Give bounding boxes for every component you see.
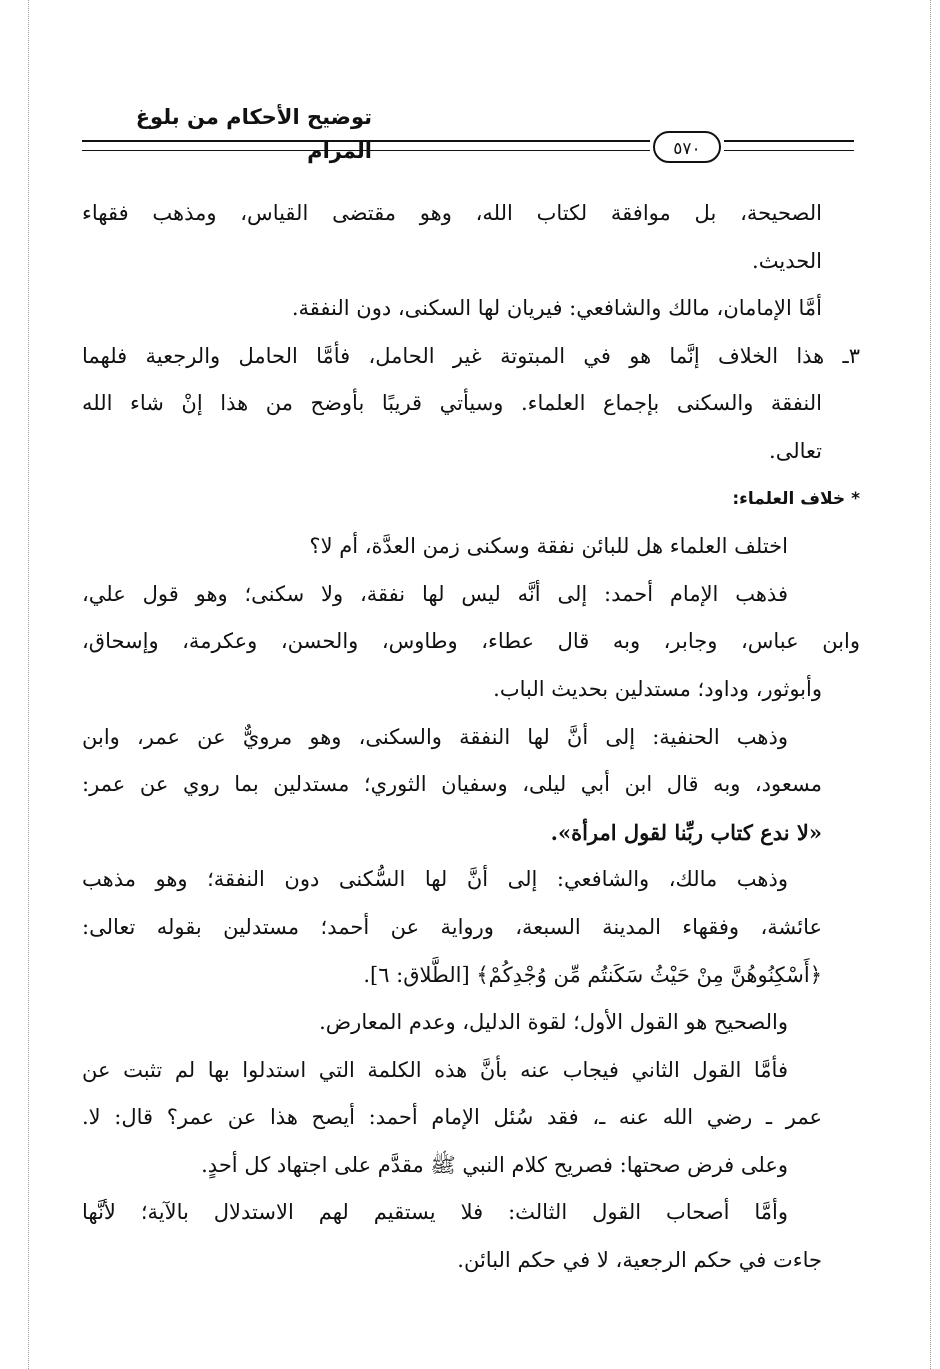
- text-line: وعلى فرض صحتها: فصريح كلام النبي ﷺ مقدَّم على اجتهاد كل أحدٍ.: [201, 1152, 788, 1177]
- text-line: وأمَّا أصحاب القول الثالث: فلا يستقيم لهم الاستدلال بالآية؛ لأنَّها: [82, 1200, 788, 1225]
- text-line: جاءت في حكم الرجعية، لا في حكم البائن.: [457, 1248, 822, 1273]
- header-rule-left-thin: [82, 150, 650, 151]
- left-margin-line: [28, 0, 29, 1369]
- text-line: والصحيح هو القول الأول؛ لقوة الدليل، وعدم المعارض.: [319, 1010, 788, 1035]
- book-title: توضيح الأحكام من بلوغ المرام: [135, 105, 372, 163]
- header-rule-right: [724, 140, 854, 142]
- page-body: [82, 190, 860, 1285]
- text-line: وابن عباس، وجابر، وبه قال عطاء، وطاوس، والحسن، وعكرمة، وإسحاق،: [82, 629, 860, 654]
- text-line: فأمَّا القول الثاني فيجاب عنه بأنَّ هذه الكلمة التي استدلوا بها لم تثبت عن: [82, 1057, 788, 1082]
- text-line: أمَّا الإمامان، مالك والشافعي: فيريان لها السكنى، دون النفقة.: [291, 296, 822, 321]
- text-line: الحديث.: [752, 248, 822, 273]
- header-rule-left: [82, 140, 650, 142]
- text-line: وأبوثور، وداود؛ مستدلين بحديث الباب.: [493, 676, 822, 701]
- text-line: الصحيحة، بل موافقة لكتاب الله، وهو مقتضى القياس، ومذهب فقهاء: [82, 201, 822, 225]
- page-number: ٥٧٠: [653, 131, 721, 163]
- section-heading: * خلاف العلماء:: [732, 488, 860, 509]
- quote-line: «لا ندع كتاب ربِّنا لقول امرأة».: [550, 819, 822, 845]
- text-line: النفقة والسكنى بإجماع العلماء. وسيأتي قريبًا بأوضح من هذا إنْ شاء الله: [82, 391, 822, 416]
- text-line: وذهب الحنفية: إلى أنَّ لها النفقة والسكنى، وهو مرويٌّ عن عمر، وابن: [82, 724, 788, 749]
- text-line: وذهب مالك، والشافعي: إلى أنَّ لها السُّكنى دون النفقة؛ وهو مذهب: [82, 867, 788, 892]
- text-line: فذهب الإمام أحمد: إلى أنَّه ليس لها نفقة، ولا سكنى؛ وهو قول علي،: [82, 581, 788, 606]
- text-line: عمر ـ رضي الله عنه ـ، فقد سُئل الإمام أحمد: أيصح هذا عن عمر؟ قال: لا.: [82, 1105, 822, 1130]
- text-line: تعالى.: [769, 438, 822, 463]
- text-line: اختلف العلماء هل للبائن نفقة وسكنى زمن العدَّة، أم لا؟: [309, 534, 788, 559]
- text-line: عائشة، وفقهاء المدينة السبعة، ورواية عن أحمد؛ مستدلين بقوله تعالى:: [82, 914, 822, 939]
- quran-verse: ﴿أَسْكِنُوهُنَّ مِنْ حَيْثُ سَكَنتُم مِّن وُجْدِكُمْ﴾ [الطَّلاق: ٦].: [363, 962, 822, 987]
- header-rule-right-thin: [724, 150, 854, 151]
- text-line: مسعود، وبه قال ابن أبي ليلى، وسفيان الثوري؛ مستدلين بما روي عن عمر:: [82, 772, 822, 797]
- right-margin-line: [930, 0, 931, 1369]
- numbered-point: ٣ـ هذا الخلاف إنَّما هو في المبتوتة غير الحامل، فأمَّا الحامل والرجعية فلهما: [82, 343, 860, 368]
